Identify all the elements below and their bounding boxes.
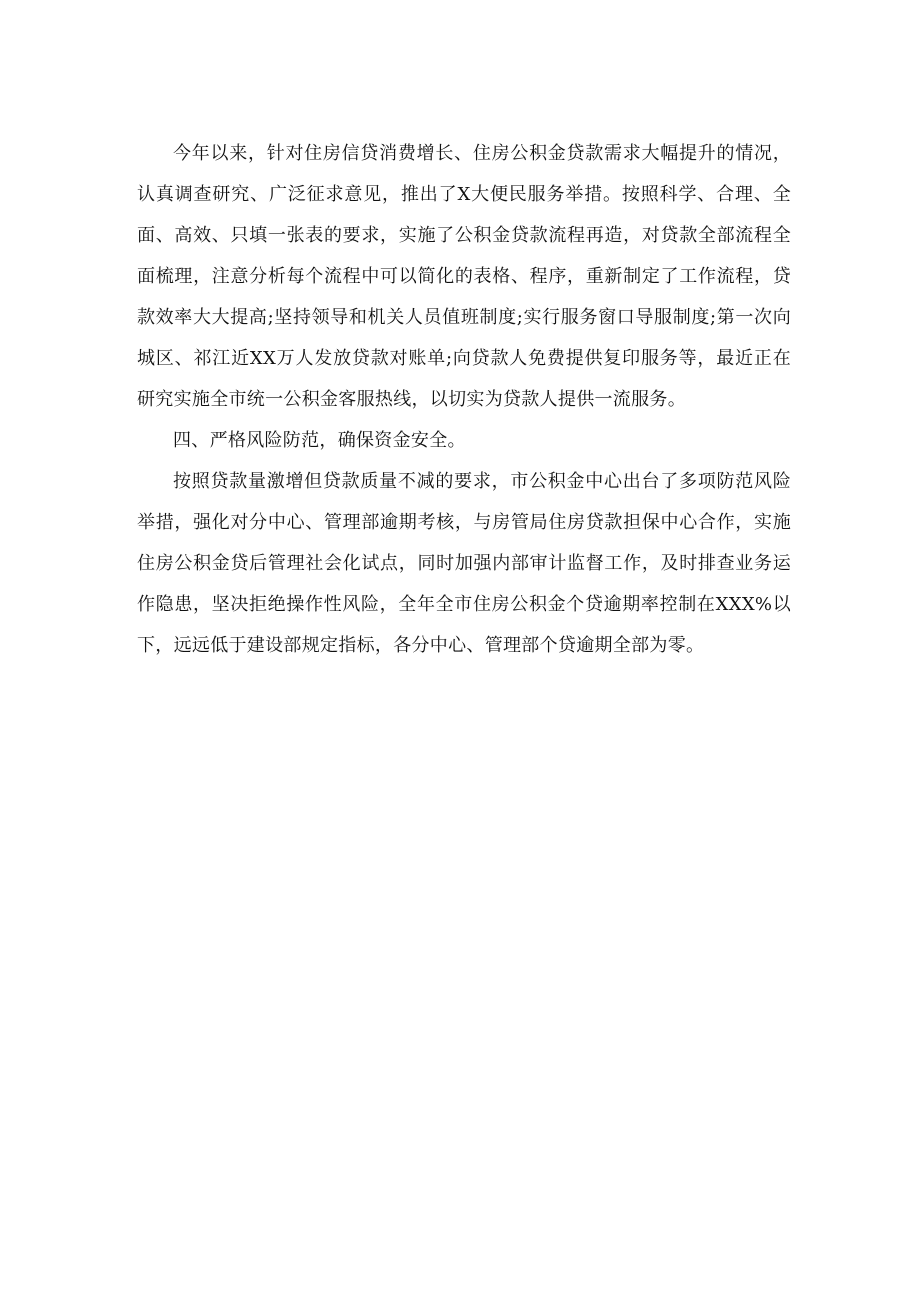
paragraph-risk-measures: 按照贷款量激增但贷款质量不减的要求，市公积金中心出台了多项防范风险举措，强化对分中心、管理部逾期考核，与房管局住房贷款担保中心合作，实施住房公积金贷后管理社会化试点，同时加强内部审计监督工作，及时排查业务运作隐患，坚决拒绝操作性风险，全年全市住房公积金个贷逾期率控制在XXX%以下，远远低于建设部规定指标，各分中心、管理部个贷逾期全部为零。: [137, 471, 791, 656]
document-body: [137, 133, 791, 666]
paragraph-service-measures: 今年以来，针对住房信贷消费增长、住房公积金贷款需求大幅提升的情况，认真调查研究、广泛征求意见，推出了X大便民服务举措。按照科学、合理、全面、高效、只填一张表的要求，实施了公积金贷款流程再造，对贷款全部流程全面梳理，注意分析每个流程中可以简化的表格、程序，重新制定了工作流程，贷款效率大大提高;坚持领导和机关人员值班制度;实行服务窗口导服制度;第一次向城区、祁江近XX万人发放贷款对账单;向贷款人免费提供复印服务等，最近正在研究实施全市统一公积金客服热线，以切实为贷款人提供一流服务。: [137, 143, 791, 410]
section-heading-risk-prevention: 四、严格风险防范，确保资金安全。: [173, 430, 466, 451]
